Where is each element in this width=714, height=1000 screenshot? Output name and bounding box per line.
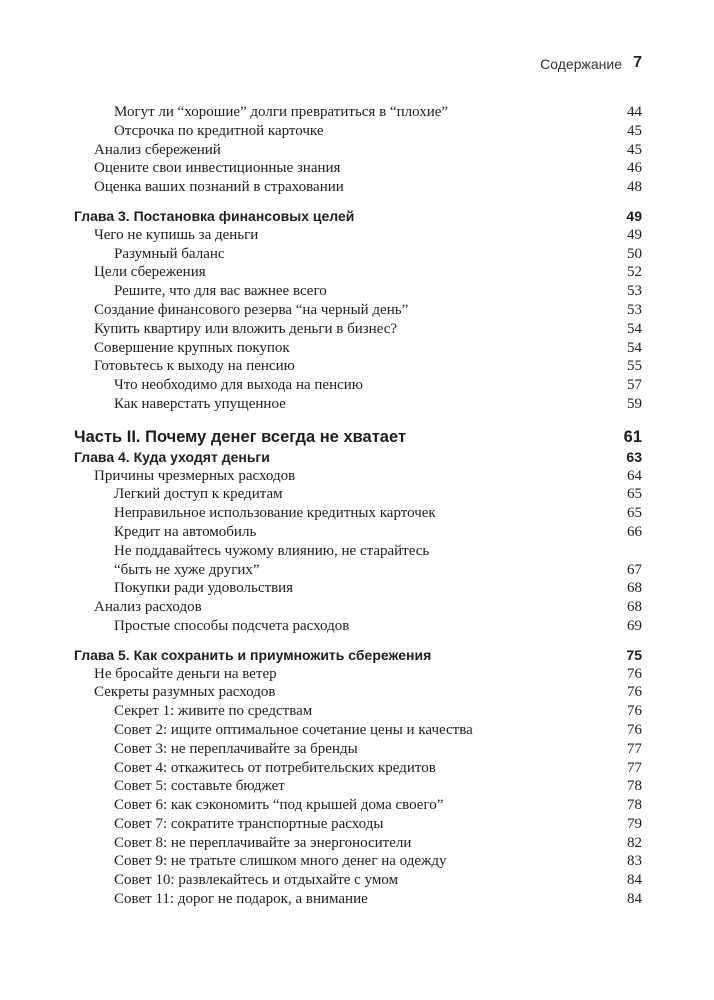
toc-entry-page: 67 xyxy=(627,561,642,578)
toc-entry-title: Совет 6: как сэкономить “под крышей дома своего” xyxy=(114,797,444,814)
toc-section xyxy=(74,467,642,486)
toc-subsection xyxy=(74,759,642,778)
toc-entry-page: 59 xyxy=(627,395,642,412)
toc-subsection xyxy=(74,485,642,504)
toc-part-heading xyxy=(74,426,642,448)
toc-entry-title: Оцените свои инвестиционные знания xyxy=(94,160,341,177)
toc-entry-title: Могут ли “хорошие” долги превратиться в “плохие” xyxy=(114,104,449,120)
toc-entry-title: Совет 3: не переплачивайте за бренды xyxy=(114,740,358,757)
toc-subsection xyxy=(74,542,642,561)
toc-subsection xyxy=(74,504,642,523)
toc-entry-page: 50 xyxy=(627,245,642,262)
toc-entry-title: Анализ расходов xyxy=(94,599,202,616)
toc-entry-title: Что необходимо для выхода на пенсию xyxy=(114,377,364,394)
toc-entry-page: 68 xyxy=(627,599,642,616)
toc-entry-page: 54 xyxy=(627,339,642,356)
toc-chapter-heading xyxy=(74,448,642,467)
toc-entry-title: Совет 9: не тратьте слишком много денег на одежду xyxy=(114,853,447,870)
toc-subsection xyxy=(74,721,642,740)
toc-entry-page: 64 xyxy=(627,467,642,484)
toc-entry-page: 79 xyxy=(627,815,642,832)
toc-entry-page: 77 xyxy=(627,759,642,776)
toc-entry-page: 69 xyxy=(627,617,642,634)
toc-entry-page: 82 xyxy=(627,834,642,851)
toc-entry-title: Создание финансового резерва “на черный день” xyxy=(94,301,409,318)
toc-entry-page: 66 xyxy=(627,523,642,540)
toc-entry-page: 53 xyxy=(627,301,642,318)
toc-entry-title: Часть II. Почему денег всегда не хватает xyxy=(74,427,407,446)
toc-chapter-heading xyxy=(74,207,642,226)
toc-subsection xyxy=(74,890,642,909)
toc-entry-title: Неправильное использование кредитных карточек xyxy=(114,505,436,522)
toc-entry-page: 63 xyxy=(626,448,642,465)
toc-entry-title: Совершение крупных покупок xyxy=(94,339,290,356)
toc-entry-title: Кредит на автомобиль xyxy=(114,523,257,540)
toc-entry-title: Анализ сбережений xyxy=(94,141,221,158)
toc-subsection xyxy=(74,617,642,636)
toc-entry-title: Готовьтесь к выходу на пенсию xyxy=(94,358,295,375)
toc-entry-title: Покупки ради удовольствия xyxy=(114,580,294,597)
toc-entry-title: Не поддавайтесь чужому влиянию, не старайтесь xyxy=(114,542,430,559)
toc-section xyxy=(74,263,642,282)
toc-entry-title: Оценка ваших познаний в страховании xyxy=(94,179,344,196)
toc-section xyxy=(74,159,642,178)
toc-entry-title: Не бросайте деньги на ветер xyxy=(94,665,277,682)
toc-subsection xyxy=(74,740,642,759)
toc-entry-title: Совет 2: ищите оптимальное сочетание цены и качества xyxy=(114,721,473,738)
toc-entry-page: 65 xyxy=(627,486,642,503)
toc-entry-page: 76 xyxy=(627,703,642,720)
toc-entry-title: Цели сбережения xyxy=(94,264,206,281)
toc-entry-page: 76 xyxy=(627,721,642,738)
toc-subsection xyxy=(74,815,642,834)
toc-entry-page: 53 xyxy=(627,283,642,300)
toc-entry-title: Глава 5. Как сохранить и приумножить сбережения xyxy=(74,646,432,663)
toc-entry-page: 75 xyxy=(626,646,642,663)
toc-entry-page: 49 xyxy=(627,226,642,243)
toc-entry-page: 57 xyxy=(627,377,642,394)
toc-entry-page: 45 xyxy=(627,122,642,139)
toc-entry-title: “быть не хуже других” xyxy=(114,561,260,578)
toc-subsection xyxy=(74,834,642,853)
toc-entry-title: Секреты разумных расходов xyxy=(94,684,276,701)
toc-entry-title: Купить квартиру или вложить деньги в бизнес? xyxy=(94,320,398,337)
toc-entry-title: Разумный баланс xyxy=(114,245,225,262)
toc-section xyxy=(74,598,642,617)
running-header-title: Содержание xyxy=(540,56,622,72)
toc-section xyxy=(74,226,642,245)
toc-subsection xyxy=(74,523,642,542)
running-header xyxy=(0,54,714,76)
toc-subsection xyxy=(74,376,642,395)
toc-entry-title: Отсрочка по кредитной карточке xyxy=(114,122,324,139)
toc-subsection xyxy=(74,122,642,141)
toc-entry-title: Совет 10: развлекайтесь и отдыхайте с умом xyxy=(114,872,399,889)
table-of-contents xyxy=(74,103,642,909)
toc-entry-title: Совет 11: дорог не подарок, а внимание xyxy=(114,891,368,908)
toc-entry-page: 78 xyxy=(627,778,642,795)
toc-entry-title: Причины чрезмерных расходов xyxy=(94,467,296,484)
toc-subsection xyxy=(74,245,642,264)
toc-entry-title: Чего не купишь за деньги xyxy=(94,226,259,243)
toc-subsection xyxy=(74,395,642,414)
toc-entry-title: Как наверстать упущенное xyxy=(114,395,286,412)
toc-entry-page: 65 xyxy=(627,505,642,522)
toc-entry-page: 54 xyxy=(627,320,642,337)
toc-section xyxy=(74,301,642,320)
toc-entry-page: 84 xyxy=(627,891,642,908)
toc-section xyxy=(74,357,642,376)
toc-entry-title: Легкий доступ к кредитам xyxy=(114,486,283,503)
toc-section xyxy=(74,178,642,197)
toc-subsection xyxy=(74,282,642,301)
toc-subsection xyxy=(74,871,642,890)
toc-entry-page: 76 xyxy=(627,684,642,701)
toc-entry-page: 76 xyxy=(627,665,642,682)
toc-entry-page: 68 xyxy=(627,580,642,597)
toc-entry-page: 83 xyxy=(627,853,642,870)
toc-entry-title: Совет 5: составьте бюджет xyxy=(114,778,285,795)
toc-subsection xyxy=(74,852,642,871)
toc-entry-title: Глава 4. Куда уходят деньги xyxy=(74,448,270,465)
toc-subsection xyxy=(74,579,642,598)
toc-entry-page: 77 xyxy=(627,740,642,757)
toc-entry-page: 78 xyxy=(627,797,642,814)
toc-subsection xyxy=(74,777,642,796)
toc-section xyxy=(74,665,642,684)
toc-entry-page: 84 xyxy=(627,872,642,889)
toc-section xyxy=(74,683,642,702)
toc-entry-page: 49 xyxy=(626,207,642,224)
toc-chapter-heading xyxy=(74,646,642,665)
toc-entry-title: Секрет 1: живите по средствам xyxy=(114,703,313,720)
page-number: 7 xyxy=(633,54,642,71)
toc-entry-page: 45 xyxy=(627,141,642,158)
toc-section xyxy=(74,320,642,339)
toc-entry-title: Глава 3. Постановка финансовых целей xyxy=(74,207,355,224)
toc-entry-title: Совет 7: сократите транспортные расходы xyxy=(114,815,384,832)
toc-entry-title: Совет 4: откажитесь от потребительских кредитов xyxy=(114,759,436,776)
toc-section xyxy=(74,141,642,160)
toc-subsection xyxy=(74,796,642,815)
toc-entry-page: 55 xyxy=(627,358,642,375)
toc-subsection xyxy=(74,561,642,580)
toc-entry-page: 48 xyxy=(627,179,642,196)
toc-entry-page: 61 xyxy=(623,427,642,446)
toc-section xyxy=(74,339,642,358)
toc-entry-page: 52 xyxy=(627,264,642,281)
toc-entry-page: 46 xyxy=(627,160,642,177)
toc-subsection xyxy=(74,103,642,122)
toc-entry-title: Решите, что для вас важнее всего xyxy=(114,283,327,300)
toc-entry-page: 44 xyxy=(627,104,642,120)
toc-subsection xyxy=(74,702,642,721)
toc-entry-title: Простые способы подсчета расходов xyxy=(114,617,350,634)
toc-entry-title: Совет 8: не переплачивайте за энергоносители xyxy=(114,834,412,851)
